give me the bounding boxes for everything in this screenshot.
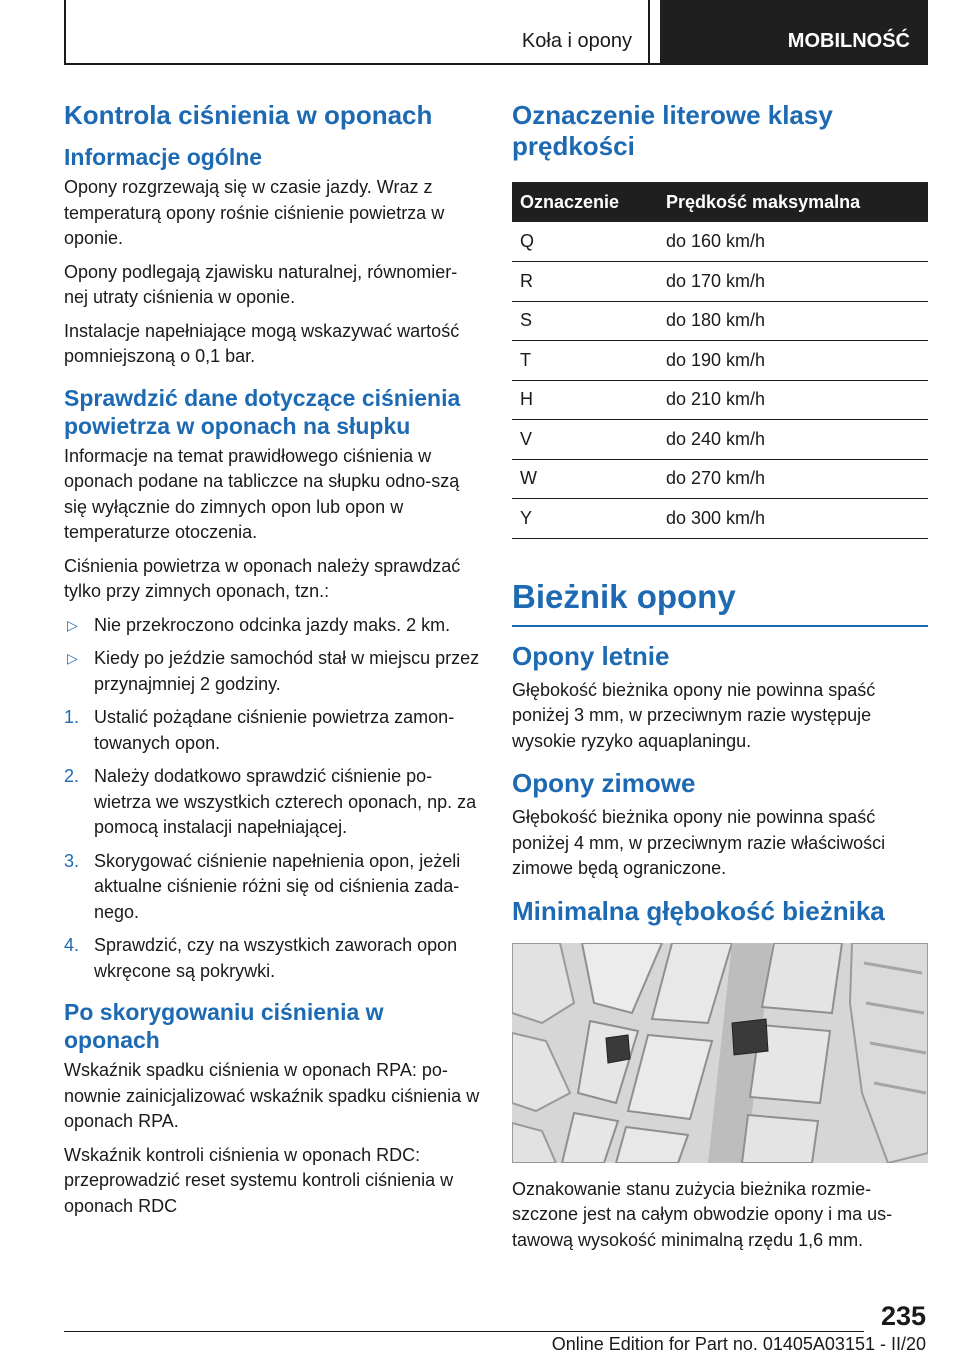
- speed-letter: H: [512, 380, 658, 420]
- heading-check-pillar-data: Sprawdzić dane dotyczące ciśnienia powietrza w oponach na słupku: [64, 384, 461, 439]
- header-chapter-tab[interactable]: [660, 0, 928, 64]
- table-header-row: [512, 182, 928, 222]
- footer-edition: Online Edition for Part no. 01405A03151 - II/20: [551, 1334, 926, 1354]
- speed-value: do 210 km/h: [658, 380, 928, 420]
- heading-winter-tires: Opony zimowe: [512, 768, 696, 798]
- table-row: [512, 499, 928, 539]
- speed-value: do 180 km/h: [658, 301, 928, 341]
- list-item: ▷ Nie przekroczono odcinka jazdy maks. 2 km.: [64, 613, 480, 639]
- column-header-max-speed: Prędkość maksymalna: [658, 182, 928, 222]
- general-paragraph-2: Opony podlegają zjawisku naturalnej, równomier-nej utraty ciśnienia w oponie.: [64, 261, 458, 307]
- triangle-bullet-icon: ▷: [67, 650, 78, 666]
- table-row: [512, 222, 928, 262]
- section-title-speed-rating: Oznaczenie literowe klasy prędkości: [512, 100, 833, 161]
- left-column: [64, 100, 480, 1227]
- after-paragraph-2: Wskaźnik kontroli ciśnienia w oponach RDC: przeprowadzić reset systemu kontroli ciśnienia w oponach RDC: [64, 1144, 454, 1216]
- speed-letter: V: [512, 420, 658, 460]
- section-title-tread: Bieżnik opony: [512, 577, 928, 627]
- speed-value: do 190 km/h: [658, 341, 928, 381]
- general-paragraph-1: Opony rozgrzewają się w czasie jazdy. Wraz z temperaturą opony rośnie ciśnienie powietrza w oponie.: [64, 177, 445, 248]
- speed-value: do 240 km/h: [658, 420, 928, 460]
- table-row: [512, 459, 928, 499]
- heading-after-correction: Po skorygowaniu ciśnienia w oponach: [64, 999, 384, 1053]
- step-item: 4. Sprawdzić, czy na wszystkich zaworach opon wkręcone są pokrywki.: [64, 935, 458, 981]
- speed-letter: W: [512, 459, 658, 499]
- tread-wear-indicator-illustration: [512, 943, 928, 1163]
- step-number: 3.: [64, 850, 80, 871]
- winter-paragraph: Głębokość bieżnika opony nie powinna spaść poniżej 4 mm, w przeciwnym razie właściwości zimowe będą ograniczone.: [512, 807, 886, 878]
- heading-summer-tires: Opony letnie: [512, 640, 670, 671]
- speed-value: do 270 km/h: [658, 459, 928, 499]
- speed-value: do 170 km/h: [658, 262, 928, 302]
- step-number: 4.: [64, 935, 80, 955]
- step-item: 1. Ustalić pożądane ciśnienie powietrza zamon-towanych opon.: [64, 707, 455, 753]
- section-title-pressure: Kontrola ciśnienia w oponach: [64, 100, 433, 130]
- header-section-box: [64, 0, 650, 64]
- column-header-designation: Oznaczenie: [512, 182, 658, 222]
- table-row: [512, 341, 928, 381]
- speed-letter: R: [512, 262, 658, 302]
- general-paragraph-3: Instalacje napełniające mogą wskazywać wartość pomniejszoną o 0,1 bar.: [64, 320, 460, 366]
- cold-tire-conditions-list: [64, 613, 480, 698]
- table-row: [512, 380, 928, 420]
- step-number: 1.: [64, 707, 80, 727]
- heading-general-info: Informacje ogólne: [64, 144, 263, 170]
- illustration-caption: Oznakowanie stanu zużycia bieżnika rozmie-szczone jest na całym obwodzie opony i ma us-tawową wysokość minimalną rzędu 1,6 mm.: [512, 1178, 893, 1250]
- speed-letter: Q: [512, 222, 658, 262]
- header-section-label: Koła i opony: [521, 30, 632, 52]
- check-paragraph-2: Ciśnienia powietrza w oponach należy sprawdzać tylko przy zimnych oponach, tzn.:: [64, 555, 461, 601]
- speed-letter: S: [512, 301, 658, 341]
- speed-value: do 160 km/h: [658, 222, 928, 262]
- list-item: ▷ Kiedy po jeździe samochód stał w miejscu przez przynajmniej 2 godziny.: [67, 648, 480, 694]
- speed-rating-table: [512, 182, 928, 539]
- right-column: [512, 100, 928, 1261]
- page-number: 235: [880, 1301, 926, 1331]
- speed-letter: T: [512, 341, 658, 381]
- table-row: [512, 420, 928, 460]
- heading-min-tread-depth: Minimalna głębokość bieżnika: [512, 895, 885, 926]
- step-item: 3. Skorygować ciśnienie napełnienia opon, jeżeli aktualne ciśnienie różni się od ciśnienia zada-nego.: [64, 850, 461, 922]
- procedure-steps-list: [64, 705, 480, 984]
- footer-rule: [64, 1331, 864, 1332]
- check-paragraph-1: Informacje na temat prawidłowego ciśnienia w oponach podane na tabliczce na słupku odno-szą się wyłącznie do zimnych opon lub opon w temperaturze otoczenia.: [64, 445, 460, 542]
- header-chapter-label: MOBILNOŚĆ: [787, 30, 910, 52]
- summer-paragraph: Głębokość bieżnika opony nie powinna spaść poniżej 3 mm, w przeciwnym razie występuje wysokie ryzyko aquaplaningu.: [512, 679, 876, 751]
- speed-value: do 300 km/h: [658, 499, 928, 539]
- after-paragraph-1: Wskaźnik spadku ciśnienia w oponach RPA: po-nownie zainicjalizować wskaźnik spadku ciśnienia w oponach RPA.: [64, 1060, 480, 1131]
- table-row: [512, 301, 928, 341]
- triangle-bullet-icon: ▷: [67, 616, 78, 633]
- speed-letter: Y: [512, 499, 658, 539]
- step-item: 2. Należy dodatkowo sprawdzić ciśnienie po-wietrza we wszystkich czterech oponach, np. za pomocą instalacji napełniającej.: [64, 766, 477, 837]
- step-number: 2.: [64, 766, 80, 786]
- table-row: [512, 262, 928, 302]
